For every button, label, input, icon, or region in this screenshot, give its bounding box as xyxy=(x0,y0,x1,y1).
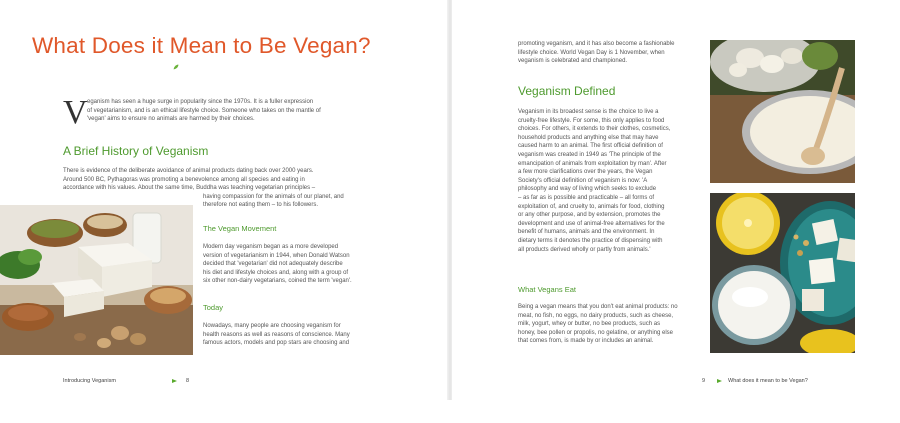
movement-heading: The Vegan Movement xyxy=(203,224,277,233)
eat-line: meat, no fish, no eggs, no dairy products, such as cheese, xyxy=(518,312,674,319)
cauliflower-sauce-photo xyxy=(710,40,855,183)
vegan-food-photo xyxy=(0,205,193,355)
page-number: 8 xyxy=(186,378,190,384)
footer-section-label: What does it mean to be Vegan? xyxy=(728,378,808,384)
defined-line: emancipation of animals from exploitation by man'. After xyxy=(518,160,667,167)
defined-line: all products derived wholly or partly from animals.' xyxy=(518,246,651,253)
movement-paragraph xyxy=(203,243,352,286)
movement-line: his diet and lifestyle choices and, along with a group of xyxy=(203,269,349,276)
continued-line: veganism is celebrated and championed. xyxy=(518,58,628,65)
right-page xyxy=(452,0,900,400)
continued-line: lifestyle choice. World Vegan Day is 1 November, when xyxy=(518,49,665,56)
defined-line: Veganism in its broadest sense is the choice to live a xyxy=(518,109,659,115)
eat-line: Being a vegan means that you don't eat animal products: no xyxy=(518,304,678,310)
today-line: famous actors, models and pop stars are choosing and xyxy=(203,340,350,347)
movement-line: six other non-dairy vegetarians, coined the term 'vegan'. xyxy=(203,278,352,285)
left-page xyxy=(0,0,448,400)
intro-line: 'vegan' aims to ensure no animals are harmed by their choices. xyxy=(87,116,255,123)
eat-paragraph xyxy=(518,303,678,346)
lemon-tofu-illustration xyxy=(710,193,855,353)
defined-line: cruelty-free lifestyle. For some, this only applies to food xyxy=(518,117,665,124)
defined-line: philosophy and way of living which seeks to exclude xyxy=(518,186,657,193)
footer-arrow-icon xyxy=(717,379,722,383)
defined-line: development and use of animal-free alternatives for the xyxy=(518,220,665,227)
defined-line: dietary terms it denotes the practice of dispensing with xyxy=(518,237,663,244)
defined-line: caused harm to an animal. The first official definition of xyxy=(518,143,663,150)
defined-heading: Veganism Defined xyxy=(518,84,616,98)
eat-line: that comes from, is made by or includes an animal. xyxy=(518,338,654,345)
history-paragraph xyxy=(63,167,344,210)
drop-cap: V xyxy=(63,94,88,131)
footer-arrow-icon xyxy=(172,379,177,383)
today-line: Nowadays, many people are choosing veganism for xyxy=(203,323,341,329)
defined-line: – as far as is possible and practicable – all forms of xyxy=(518,194,655,201)
defined-line: Society's official definition of veganism is now: 'A xyxy=(518,177,648,184)
page-title: What Does it Mean to Be Vegan? xyxy=(32,33,371,58)
defined-paragraph xyxy=(518,108,670,254)
intro-paragraph xyxy=(87,98,357,124)
cauliflower-sauce-illustration xyxy=(710,40,855,183)
history-line: accordance with his values. About the same time, Buddha was teaching vegetarian principles – xyxy=(63,185,316,192)
movement-line: Modern day veganism began as a more developed xyxy=(203,244,339,250)
intro-line: of vegetarianism, and is an ethical lifestyle choice. Someone who takes on the mantle of xyxy=(87,107,321,114)
defined-line: or any other purpose, and by extension, promotes the xyxy=(518,212,661,219)
eat-line: milk, yogurt, whey or butter, no bee products, such as xyxy=(518,321,661,328)
history-line: There is evidence of the deliberate avoidance of animal products dating back over 2000 years. xyxy=(63,168,314,174)
continued-paragraph xyxy=(518,40,674,66)
history-heading: A Brief History of Veganism xyxy=(63,144,209,158)
eat-line: honey, bee pollen or propolis, no gelatine, or anything else xyxy=(518,329,673,336)
eat-heading: What Vegans Eat xyxy=(518,285,576,294)
history-line: having compassion for the animals of our planet, and xyxy=(203,193,344,200)
today-line: health reasons as well as reasons of conscience. Many xyxy=(203,331,350,338)
defined-line: a few more clarifications over the years, the Vegan xyxy=(518,169,653,176)
leaf-icon xyxy=(173,64,179,70)
defined-line: household products and anything else that may have xyxy=(518,134,659,141)
defined-line: exploitation of, and cruelty to, animals for food, clothing xyxy=(518,203,665,210)
footer-section-label: Introducing Veganism xyxy=(63,378,116,384)
defined-line: veganism was created in 1949 as 'The principle of the xyxy=(518,151,661,158)
defined-line: benefit of humans, animals and the environment. In xyxy=(518,229,655,236)
movement-line: decided that 'vegetarian' did not adequately describe xyxy=(203,261,343,268)
intro-line: eganism has seen a huge surge in popularity since the 1970s. It is a fuller expression xyxy=(87,99,314,105)
today-paragraph xyxy=(203,322,350,348)
vegan-food-illustration xyxy=(0,205,193,355)
history-line: therefore not eating them – to his followers. xyxy=(203,202,319,209)
today-heading: Today xyxy=(203,303,224,312)
continued-line: promoting veganism, and it has also become a fashionable xyxy=(518,41,675,47)
defined-line: choices. For others, it extends to their clothes, cosmetics, xyxy=(518,126,671,133)
movement-line: version of vegetarianism in 1944, when Donald Watson xyxy=(203,252,350,259)
lemon-tofu-photo xyxy=(710,193,855,353)
page-number: 9 xyxy=(702,378,706,384)
history-line: Around 500 BC, Pythagoras was promoting a benevolence among all species and eating in xyxy=(63,176,305,183)
